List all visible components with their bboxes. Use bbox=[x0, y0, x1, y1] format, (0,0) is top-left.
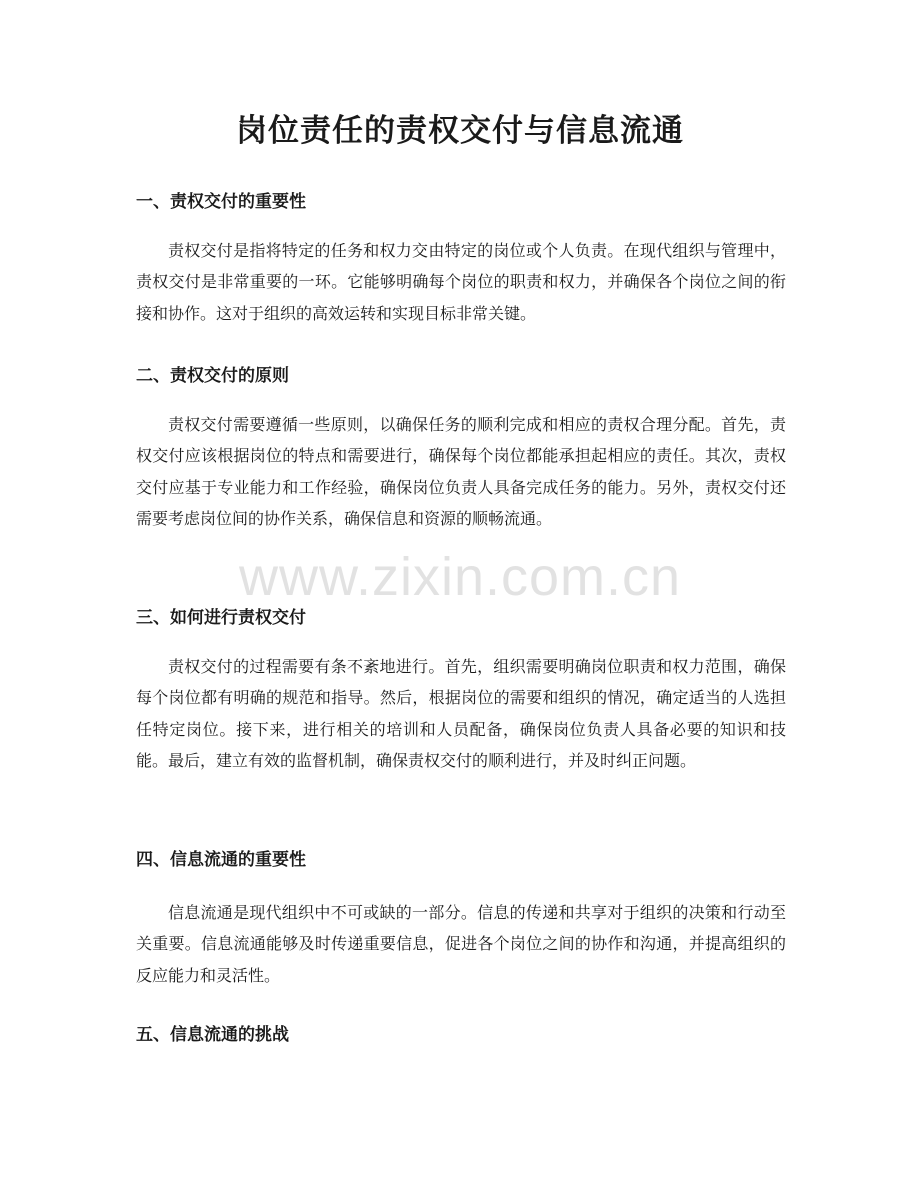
section-2-paragraph: 责权交付需要遵循一些原则，以确保任务的顺利完成和相应的责权合理分配。首先，责权交付应该根据岗位的特点和需要进行，确保每个岗位都能承担起相应的责任。其次，责权交付应基于专业能力和工作经验，确保岗位负责人具备完成任务的能力。另外，责权交付还需要考虑岗位间的协作关系，确保信息和资源的顺畅流通。 bbox=[136, 415, 786, 528]
document-title: 岗位责任的责权交付与信息流通 bbox=[236, 113, 684, 149]
section-5-heading: 五、信息流通的挑战 bbox=[136, 1025, 289, 1045]
watermark: www.zixin.com.cn bbox=[238, 547, 682, 607]
section-3-heading: 三、如何进行责权交付 bbox=[136, 608, 306, 628]
section-4-paragraph: 信息流通是现代组织中不可或缺的一部分。信息的传递和共享对于组织的决策和行动至关重要。信息流通能够及时传递重要信息，促进各个岗位之间的协作和沟通，并提高组织的反应能力和灵活性。 bbox=[136, 903, 786, 985]
section-4-heading: 四、信息流通的重要性 bbox=[136, 850, 306, 870]
section-2-heading: 二、责权交付的原则 bbox=[136, 366, 289, 386]
section-1-paragraph: 责权交付是指将特定的任务和权力交由特定的岗位或个人负责。在现代组织与管理中，责权交付是非常重要的一环。它能够明确每个岗位的职责和权力，并确保各个岗位之间的衔接和协作。这对于组织的高效运转和实现目标非常关键。 bbox=[136, 241, 786, 323]
section-1-heading: 一、责权交付的重要性 bbox=[136, 192, 306, 212]
section-3-paragraph: 责权交付的过程需要有条不紊地进行。首先，组织需要明确岗位职责和权力范围，确保每个岗位都有明确的规范和指导。然后，根据岗位的需要和组织的情况，确定适当的人选担任特定岗位。接下来，进行相关的培训和人员配备，确保岗位负责人具备必要的知识和技能。最后，建立有效的监督机制，确保责权交付的顺利进行，并及时纠正问题。 bbox=[136, 657, 786, 770]
